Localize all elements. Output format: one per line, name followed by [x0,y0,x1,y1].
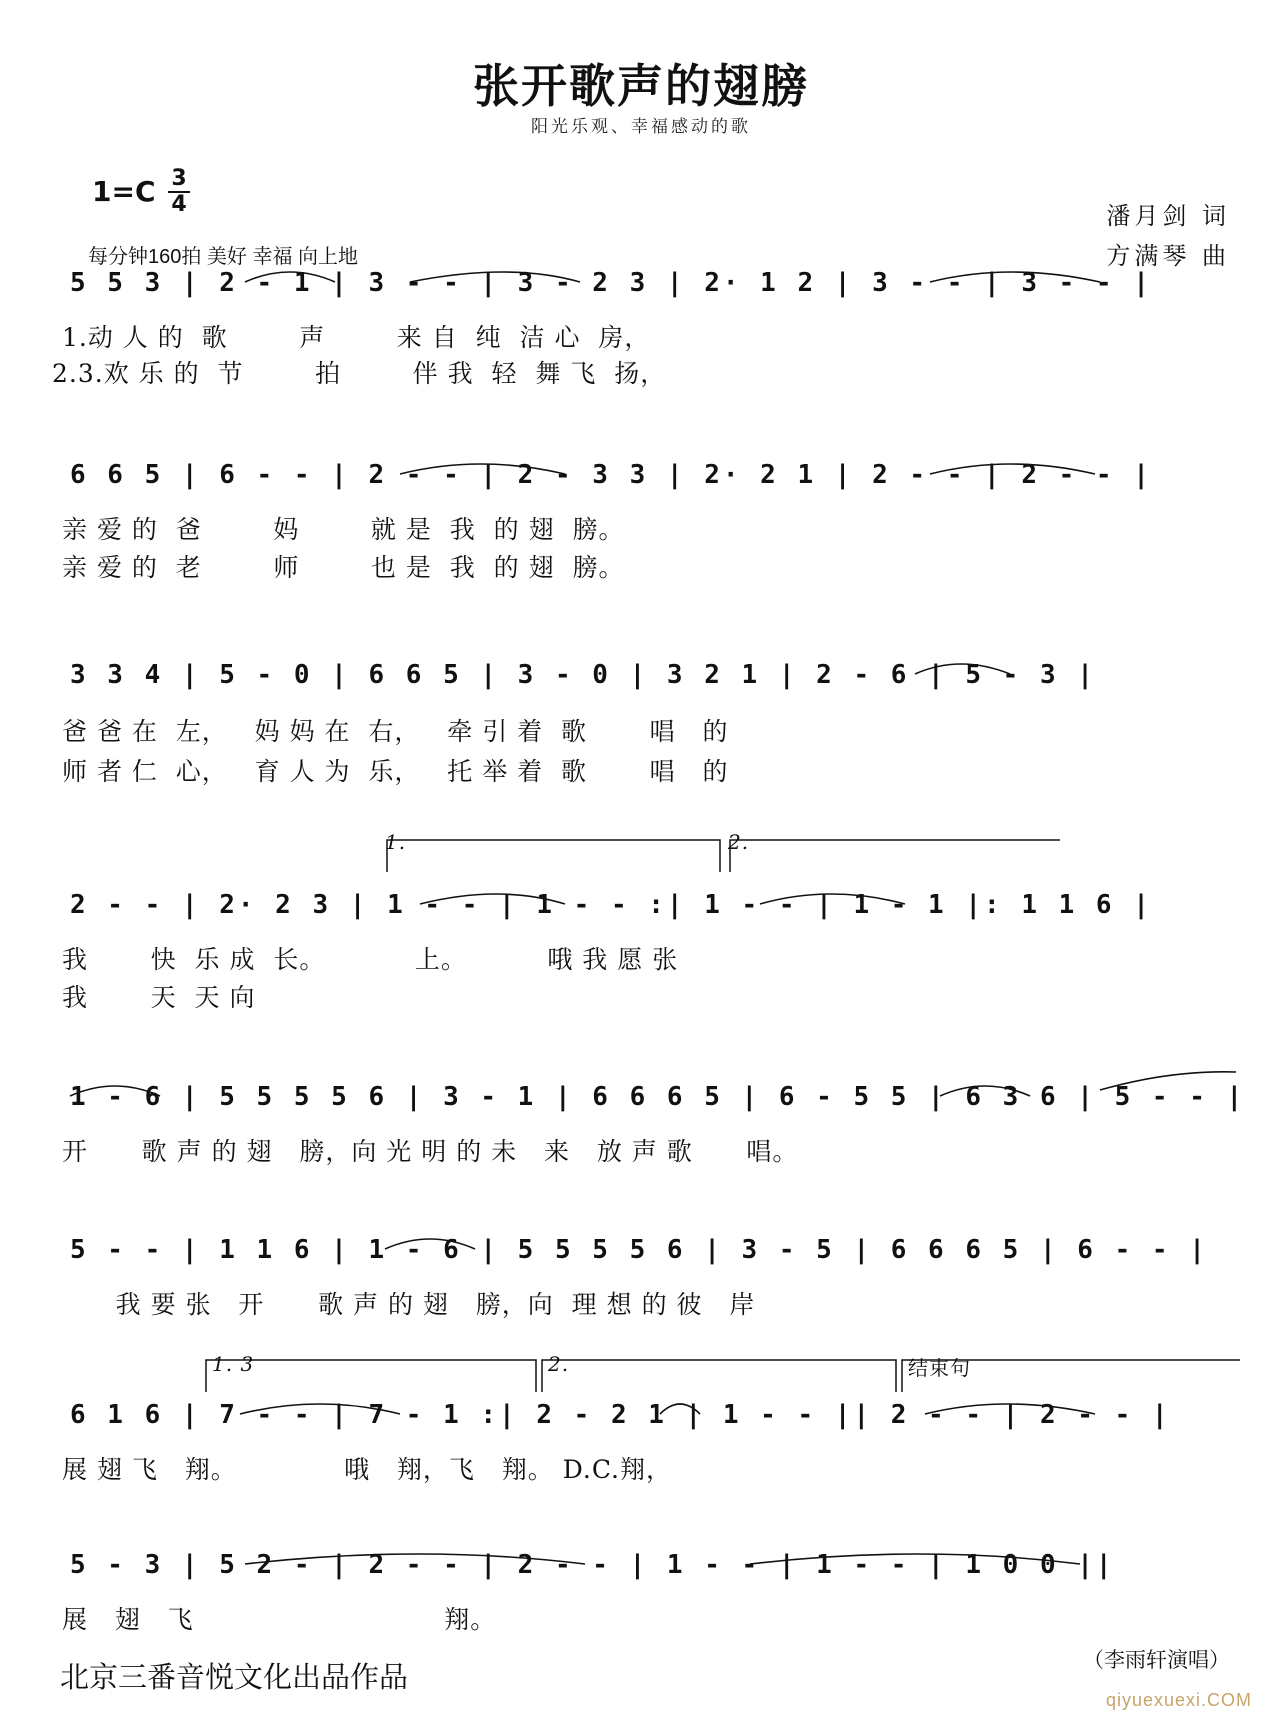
notation-line-3: 3 3 4 | 5 - 0 | 6 6 5 | 3 - 0 | 3 2 1 | 2 - 6 | 5 - 3 | [70,660,1096,690]
lyric-line-1-verse-2: 2.3.欢 乐 的 节 拍 伴 我 轻 舞 飞 扬， [52,359,667,388]
volta-bracket-2 [730,840,1060,872]
song-subtitle: 阳光乐观、幸福感动的歌 [531,117,751,137]
key-signature: 1=C [92,175,156,208]
volta-bracket-1 [387,840,720,872]
notation-line-1: 5 5 3 | 2 - 1 | 3 - - | 3 - 2 3 | 2· 1 2 | 3 - - | 3 - - | [70,268,1152,298]
lyric-line-2-verse-2: 亲 爱 的 老 师 也 是 我 的 翅 膀。 [62,553,625,582]
lyric-line-4-verse-2: 我 天 天 向 [62,983,256,1012]
volta-bracket-4 [542,1360,896,1392]
meter-bottom: 4 [171,192,187,217]
lyric-line-8: 展 翅 飞 翔。 [62,1605,497,1634]
volta-second-ending: 2. [728,830,750,854]
notation-line-8: 5 - 3 | 5 2 - | 2 - - | 2 - - | 1 - - | 1 - - | 1 0 0 || [70,1550,1115,1580]
notation-line-4: 2 - - | 2· 2 3 | 1 - - | 1 - - :| 1 - - | 1 - 1 |: 1 1 6 | [70,890,1152,920]
volta-bracket-3 [206,1360,536,1392]
site-watermark: qiyuexuexi.COM [1105,1690,1252,1710]
composer-credit: 方满琴 曲 [1106,242,1230,270]
notation-line-7: 6 1 6 | 7 - - | 7 - 1 :| 2 - 2 1 | 1 - - || 2 - - | 2 - - | [70,1400,1171,1430]
lyric-line-1-verse-1: 1.动 人 的 歌 声 来 自 纯 洁 心 房， [62,323,651,352]
time-signature [168,168,190,216]
lyric-line-5: 开 歌 声 的 翅 膀，向 光 明 的 未 来 放 声 歌 唱。 [62,1137,799,1166]
notation-line-6: 5 - - | 1 1 6 | 1 - 6 | 5 5 5 5 6 | 3 - 5 | 6 6 6 5 | 6 - - | [70,1235,1208,1265]
volta-second-ending-b: 2. [548,1352,570,1376]
lyric-line-2-verse-1: 亲 爱 的 爸 妈 就 是 我 的 翅 膀。 [62,515,625,544]
volta-first-third-ending: 1. 3 [212,1352,255,1376]
volta-first-ending: 1. [385,830,407,854]
coda-label: 结束句 [908,1358,971,1380]
tempo-marking: 每分钟160拍 美好 幸福 向上地 [88,246,359,268]
song-title: 张开歌声的翅膀 [473,59,809,113]
notation-line-2: 6 6 5 | 6 - - | 2 - - | 2 - 3 3 | 2· 2 1 | 2 - - | 2 - - | [70,460,1152,490]
performer-credit: （李雨轩演唱） [1083,1649,1230,1672]
lyric-line-3-verse-2: 师 者 仁 心， 育 人 为 乐， 托 举 着 歌 唱 的 [62,757,729,786]
lyric-line-6: 我 要 张 开 歌 声 的 翅 膀，向 理 想 的 彼 岸 [62,1290,756,1319]
lyric-line-4-verse-1: 我 快 乐 成 长。 上。 哦 我 愿 张 [62,945,679,974]
notation-line-5: 1 - 6 | 5 5 5 5 6 | 3 - 1 | 6 6 6 5 | 6 - 5 5 | 6 3 6 | 5 - - | [70,1082,1246,1112]
lyric-line-3-verse-1: 爸 爸 在 左， 妈 妈 在 右， 牵 引 着 歌 唱 的 [62,717,729,746]
lyric-line-7: 展 翅 飞 翔。 哦 翔，飞 翔。 D.C.翔， [62,1455,673,1484]
lyricist-credit: 潘月剑 词 [1106,202,1230,230]
meter-top: 3 [171,166,187,191]
publisher-credit: 北京三番音悦文化出品作品 [60,1662,409,1694]
